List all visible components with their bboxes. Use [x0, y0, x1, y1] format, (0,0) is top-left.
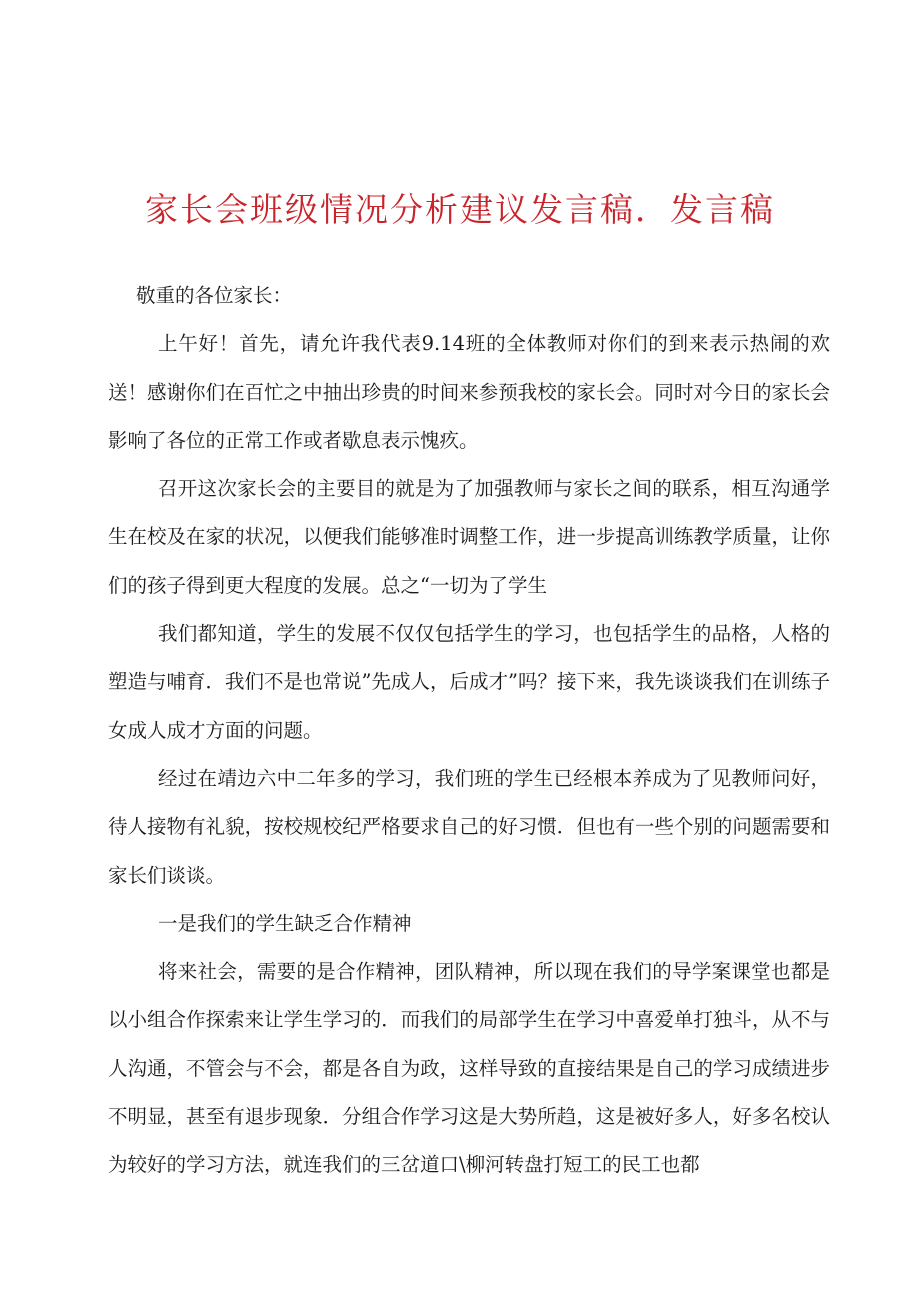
- paragraph-greeting: 上午好！首先，请允许我代表9.14班的全体教师对你们的到来表示热闹的欢送！感谢你们在百忙之中抽出珍贵的时间来参预我校的家长会。同时对今日的家长会影响了各位的正常工作或者歇息表示愧疚。: [108, 332, 830, 452]
- paragraph-cooperation: 将来社会，需要的是合作精神，团队精神，所以现在我们的导学案课堂也都是以小组合作探索来让学生学习的．而我们的局部学生在学习中喜爱单打独斗，从不与人沟通，不管会与不会，都是各自为政，这样导致的直接结果是自己的学习成绩进步不明显，甚至有退步现象．分组合作学习这是大势所趋，这是被好多人，好多名校认为较好的学习方法，就连我们的三岔道口\柳河转盘打短工的民工也都: [108, 960, 830, 1177]
- document-body: [108, 272, 830, 1190]
- paragraph-issue-heading: 一是我们的学生缺乏合作精神: [158, 911, 412, 935]
- paragraph-development: 我们都知道，学生的发展不仅仅包括学生的学习，也包括学生的品格，人格的塑造与哺育．我们不是也常说”先成人，后成才”吗？接下来，我先谈谈我们在训练子女成人成才方面的问题。: [108, 622, 830, 742]
- paragraph-purpose: 召开这次家长会的主要目的就是为了加强教师与家长之间的联系，相互沟通学生在校及在家的状况，以便我们能够准时调整工作，进一步提高训练教学质量，让你们的孩子得到更大程度的发展。总之“一切为了学生: [108, 477, 830, 597]
- document-title: 家长会班级情况分析建议发言稿．发言稿: [145, 190, 775, 229]
- paragraph-habits: 经过在靖边六中二年多的学习，我们班的学生已经根本养成为了见教师问好，待人接物有礼貌，按校规校纪严格要求自己的好习惯．但也有一些个别的问题需要和家长们谈谈。: [108, 766, 830, 887]
- salutation: 敬重的各位家长：: [136, 284, 293, 307]
